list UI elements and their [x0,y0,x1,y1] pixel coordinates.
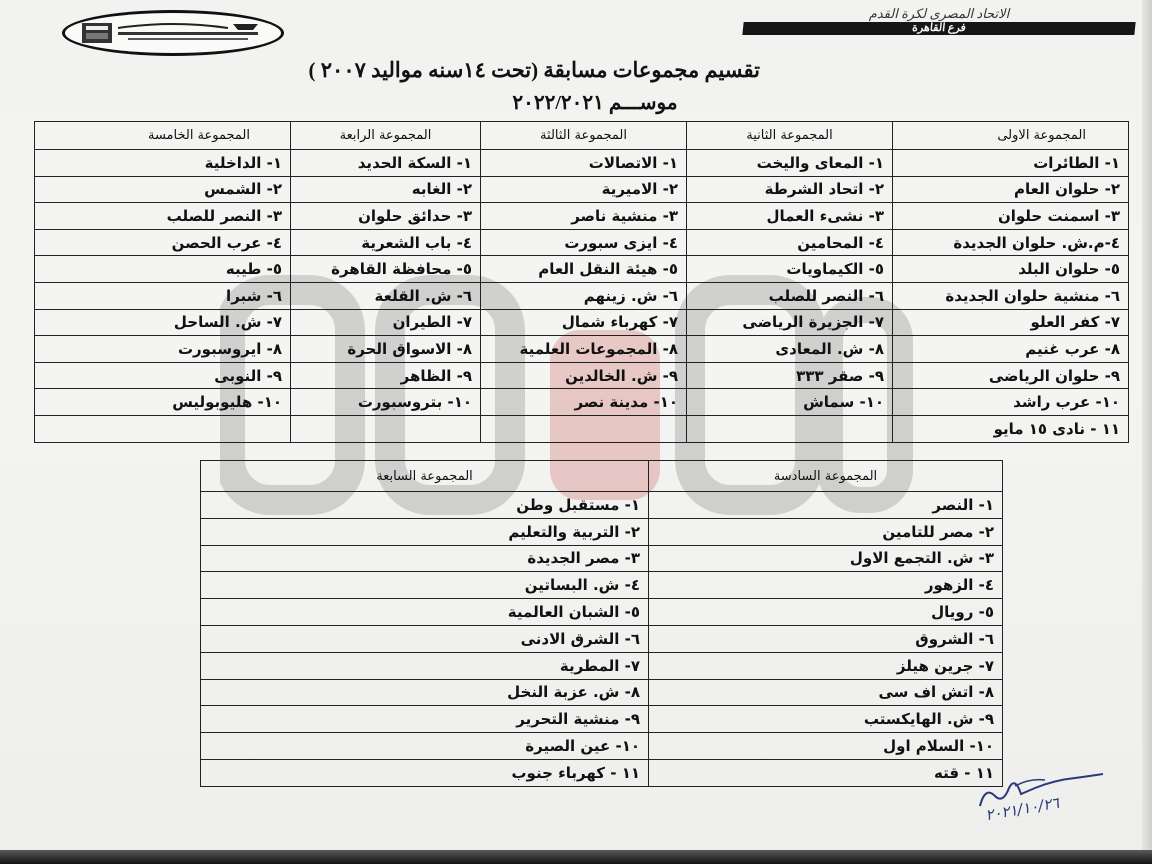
group-2-header: المجموعة الثانية [687,122,893,150]
team-cell: ١٠- السلام اول [649,733,1003,760]
team-cell: ٥- رويال [649,599,1003,626]
team-cell: ٧- جرين هيلز [649,652,1003,679]
table-row [35,150,1129,177]
team-cell: ٧- الجزيرة الرياضى [687,309,893,336]
team-cell: ٨- المجموعات العلمية [481,336,687,363]
table-row [35,282,1129,309]
team-cell: ١- السكة الحديد [291,150,481,177]
team-cell: ٧- كفر العلو [893,309,1129,336]
groups-table-bottom [200,460,1003,787]
team-cell: ١١ - قته [649,759,1003,786]
table-header-row [35,122,1129,150]
team-cell: ٤- باب الشعرية [291,229,481,256]
team-cell: ١- الطائرات [893,150,1129,177]
team-cell: ٥- طيبه [35,256,291,283]
team-cell: ٨- ش. المعادى [687,336,893,363]
team-cell: ٧- ش. الساحل [35,309,291,336]
team-cell: ٩- ش. الهايكستب [649,706,1003,733]
team-cell [35,415,291,442]
group-5-header: المجموعة الخامسة [35,122,291,150]
team-cell: ١٠- عرب راشد [893,389,1129,416]
team-cell: ١- النصر [649,492,1003,519]
groups-table-bottom-body [201,492,1003,787]
table-row [201,652,1003,679]
team-cell: ٩- منشية التحرير [201,706,649,733]
table-row [201,599,1003,626]
table-row [201,518,1003,545]
logo-emblem-icon [78,20,268,46]
team-cell: ٩- صقر ٣٣٣ [687,362,893,389]
team-cell: ٧- الطيران [291,309,481,336]
team-cell: ٢- مصر للتامين [649,518,1003,545]
group-6-header: المجموعة السادسة [649,461,1003,492]
team-cell: ٢- التربية والتعليم [201,518,649,545]
team-cell: ٣- النصر للصلب [35,203,291,230]
groups-table-top-body [35,150,1129,443]
team-cell: ٥- محافظة القاهرة [291,256,481,283]
team-cell: ٦- ش. زينهم [481,282,687,309]
table-row [35,203,1129,230]
team-cell: ١٠- مدينة نصر [481,389,687,416]
team-cell: ١١ - كهرباء جنوب [201,759,649,786]
team-cell: ٣- مصر الجديدة [201,545,649,572]
team-cell: ٤- الزهور [649,572,1003,599]
table-row [35,336,1129,363]
team-cell: ٥- حلوان البلد [893,256,1129,283]
table-header-row [201,461,1003,492]
team-cell: ١- الاتصالات [481,150,687,177]
team-cell: ٥- هيئة النقل العام [481,256,687,283]
table-row [35,176,1129,203]
table-row [35,415,1129,442]
federation-name: الاتحاد المصرى لكرة القدم [868,6,1010,21]
table-row [201,572,1003,599]
table-row [201,545,1003,572]
page-title: تقسيم مجموعات مسابقة (تحت ١٤سنه مواليد ٢٠٠٧ ) [308,58,760,82]
group-4-header: المجموعة الرابعة [291,122,481,150]
team-cell: ١- الداخلية [35,150,291,177]
team-cell: ١٠- هليوبوليس [35,389,291,416]
team-cell: ٨- اتش اف سى [649,679,1003,706]
team-cell: ١- المعاى واليخت [687,150,893,177]
team-cell: ٦- ش. القلعة [291,282,481,309]
team-cell: ٢- حلوان العام [893,176,1129,203]
team-cell: ٢- الغابه [291,176,481,203]
table-row [201,679,1003,706]
team-cell: ٩- النوبى [35,362,291,389]
table-row [35,256,1129,283]
team-cell: ٢- الاميرية [481,176,687,203]
federation-logo [62,10,284,56]
page-edge-shadow [1142,0,1152,864]
table-row [201,733,1003,760]
team-cell: ٨- الاسواق الحرة [291,336,481,363]
team-cell: ١٠- سماش [687,389,893,416]
team-cell: ٩- ش. الخالدين [481,362,687,389]
table-row [35,389,1129,416]
table-row [201,625,1003,652]
team-cell: ٨- عرب غنيم [893,336,1129,363]
team-cell: ٣- نشىء العمال [687,203,893,230]
team-cell: ١١ - نادى ١٥ مايو [893,415,1129,442]
table-row [201,706,1003,733]
federation-header [734,6,1144,36]
team-cell: ٤- عرب الحصن [35,229,291,256]
team-cell: ٦- شبرا [35,282,291,309]
team-cell: ٦- النصر للصلب [687,282,893,309]
team-cell: ٧- المطرية [201,652,649,679]
team-cell: ٣- منشية ناصر [481,203,687,230]
signature-date: ٢٠٢١/١٠/٢٦ [984,793,1061,825]
table-row [201,759,1003,786]
team-cell: ٩- الظاهر [291,362,481,389]
page-bottom-shadow [0,850,1152,864]
team-cell: ٧- كهرباء شمال [481,309,687,336]
team-cell: ٤- المحامين [687,229,893,256]
team-cell: ٨- ايروسبورت [35,336,291,363]
table-row [35,229,1129,256]
team-cell: ٤-م.ش. حلوان الجديدة [893,229,1129,256]
table-row [35,362,1129,389]
team-cell: ٨- ش. عزبة النخل [201,679,649,706]
groups-table-top [34,121,1129,443]
team-cell: ٣- ش. التجمع الاول [649,545,1003,572]
group-3-header: المجموعة الثالثة [481,122,687,150]
team-cell: ١- مستقبل وطن [201,492,649,519]
team-cell: ٥- الكيماويات [687,256,893,283]
branch-name: فرع القاهرة [742,22,1135,35]
team-cell [687,415,893,442]
group-7-header: المجموعة السابعة [201,461,649,492]
team-cell: ٦- الشروق [649,625,1003,652]
team-cell: ١٠- عين الصيرة [201,733,649,760]
group-1-header: المجموعة الاولى [893,122,1129,150]
team-cell: ٣- اسمنت حلوان [893,203,1129,230]
team-cell: ٦- منشية حلوان الجديدة [893,282,1129,309]
team-cell: ٢- اتحاد الشرطة [687,176,893,203]
team-cell: ٥- الشبان العالمية [201,599,649,626]
team-cell [291,415,481,442]
team-cell: ٢- الشمس [35,176,291,203]
team-cell: ٤- ش. البساتين [201,572,649,599]
team-cell: ٦- الشرق الادنى [201,625,649,652]
table-row [201,492,1003,519]
season-title: موســـم ٢٠٢٢/٢٠٢١ [512,92,678,114]
team-cell: ١٠- بتروسبورت [291,389,481,416]
team-cell: ٣- حدائق حلوان [291,203,481,230]
team-cell [481,415,687,442]
table-row [35,309,1129,336]
team-cell: ٩- حلوان الرياضى [893,362,1129,389]
team-cell: ٤- ايزى سبورت [481,229,687,256]
